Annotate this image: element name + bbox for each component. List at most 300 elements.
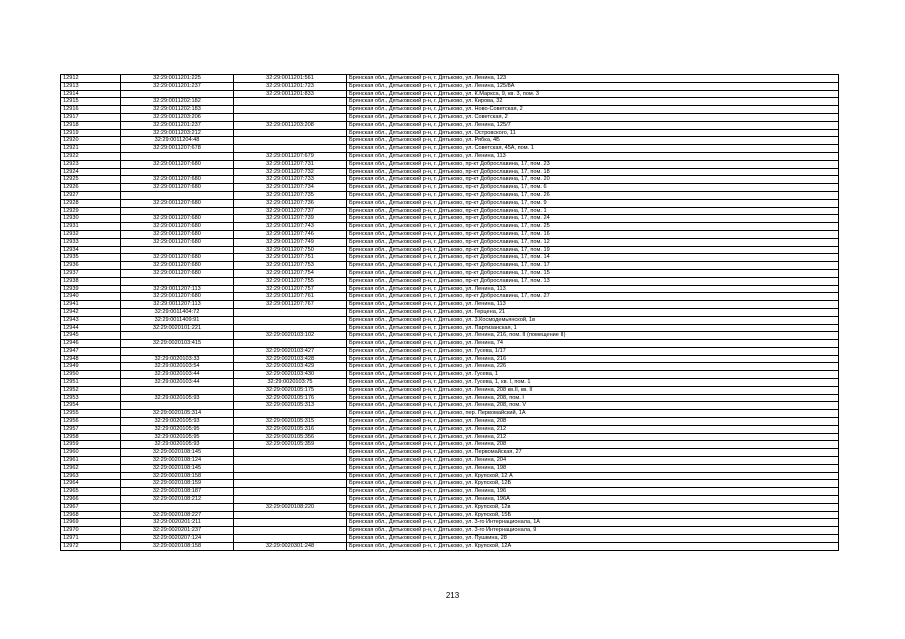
cadastral-number-cell: 32:29:0020105:93 — [121, 418, 234, 426]
table-row — [61, 137, 839, 145]
cadastral-number-cell: 32:29:0011207:680 — [121, 223, 234, 231]
row-number-cell: 12957 — [61, 425, 121, 433]
related-cadastral-number-cell: 32:29:0011207:736 — [234, 199, 347, 207]
cadastral-number-cell: 32:29:0020105:93 — [121, 394, 234, 402]
table-row — [61, 394, 839, 402]
address-cell: Брянская обл., Дятьковский р-н, г. Дятьково, пр-кт Доброславина, 17, пом. 16 — [347, 230, 839, 238]
related-cadastral-number-cell — [234, 449, 347, 457]
address-cell: Брянская обл., Дятьковский р-н, г. Дятьково, ул. Крупской, 12 А — [347, 472, 839, 480]
related-cadastral-number-cell — [234, 324, 347, 332]
table-row — [61, 472, 839, 480]
row-number-cell: 12950 — [61, 371, 121, 379]
cadastral-number-cell: 32:29:0020103:415 — [121, 340, 234, 348]
related-cadastral-number-cell: 32:29:0020105:356 — [234, 433, 347, 441]
table-row — [61, 418, 839, 426]
cadastral-number-cell: 32:29:0011202:183 — [121, 106, 234, 114]
cadastral-number-cell: 32:29:0020108:227 — [121, 511, 234, 519]
related-cadastral-number-cell: 32:29:0020103:75 — [234, 379, 347, 387]
cadastral-number-cell: 32:29:0011207:680 — [121, 238, 234, 246]
cadastral-number-cell: 32:29:0020108:159 — [121, 480, 234, 488]
address-cell: Брянская обл., Дятьковский р-н, г. Дятьково, пр-кт Доброславина, 17, пом. 18 — [347, 168, 839, 176]
table-row — [61, 386, 839, 394]
cadastral-number-cell: 32:29:0011203:212 — [121, 129, 234, 137]
row-number-cell: 12929 — [61, 207, 121, 215]
address-cell: Брянская обл., Дятьковский р-н, г. Дятьково, ул. Советская, 2 — [347, 113, 839, 121]
address-cell: Брянская обл., Дятьковский р-н, г. Дятьково, пр-кт Доброславина, 17, пом. 26 — [347, 191, 839, 199]
cadastral-number-cell: 32:29:0011207:680 — [121, 262, 234, 270]
address-cell: Брянская обл., Дятьковский р-н, г. Дятьково, ул. Кирова, 32 — [347, 98, 839, 106]
row-number-cell: 12926 — [61, 184, 121, 192]
page-number: 213 — [445, 591, 460, 600]
related-cadastral-number-cell: 32:29:0020103:427 — [234, 347, 347, 355]
related-cadastral-number-cell — [234, 308, 347, 316]
related-cadastral-number-cell — [234, 316, 347, 324]
cadastral-number-cell: 32:29:0011203:206 — [121, 113, 234, 121]
related-cadastral-number-cell: 32:29:0011207:757 — [234, 285, 347, 293]
address-cell: Брянская обл., Дятьковский р-н, г. Дятьково, пр-кт Доброславина, 17, пом. 24 — [347, 215, 839, 223]
cadastral-number-cell: 32:29:0011207:680 — [121, 184, 234, 192]
table-row — [61, 324, 839, 332]
row-number-cell: 12935 — [61, 254, 121, 262]
table-row — [61, 527, 839, 535]
address-cell: Брянская обл., Дятьковский р-н, г. Дятьково, ул. Первомайская, 27 — [347, 449, 839, 457]
address-cell: Брянская обл., Дятьковский р-н, г. Дятьково, пр-кт Доброславина, 17, пом. 20 — [347, 176, 839, 184]
table-row — [61, 176, 839, 184]
row-number-cell: 12962 — [61, 464, 121, 472]
row-number-cell: 12958 — [61, 433, 121, 441]
table-row — [61, 308, 839, 316]
row-number-cell: 12951 — [61, 379, 121, 387]
row-number-cell: 12918 — [61, 121, 121, 129]
cadastral-number-cell: 32:29:0020103:44 — [121, 371, 234, 379]
row-number-cell: 12959 — [61, 441, 121, 449]
related-cadastral-number-cell: 32:29:0011207:751 — [234, 254, 347, 262]
row-number-cell: 12931 — [61, 223, 121, 231]
row-number-cell: 12966 — [61, 496, 121, 504]
cadastral-number-cell: 32:29:0020108:158 — [121, 472, 234, 480]
address-cell: Брянская обл., Дятьковский р-н, г. Дятьково, ул. 3.Космодемьянской, 1в — [347, 316, 839, 324]
cadastral-number-cell: 32:29:0011409:91 — [121, 316, 234, 324]
table-row — [61, 199, 839, 207]
address-cell: Брянская обл., Дятьковский р-н, г. Дятьково, ул. Ленина, 196 — [347, 488, 839, 496]
table-row — [61, 168, 839, 176]
cadastral-number-cell — [121, 277, 234, 285]
address-cell: Брянская обл., Дятьковский р-н, г. Дятьково, ул. Ново-Советская, 2 — [347, 106, 839, 114]
address-cell: Брянская обл., Дятьковский р-н, г. Дятьково, ул. Ленина, 208, пом. I — [347, 394, 839, 402]
row-number-cell: 12948 — [61, 355, 121, 363]
address-cell: Брянская обл., Дятьковский р-н, г. Дятьково, ул. Ленина, 123 — [347, 75, 839, 83]
related-cadastral-number-cell: 32:29:0020108:220 — [234, 503, 347, 511]
row-number-cell: 12938 — [61, 277, 121, 285]
address-cell: Брянская обл., Дятьковский р-н, г. Дятьково, ул. Островского, 11 — [347, 129, 839, 137]
row-number-cell: 12921 — [61, 145, 121, 153]
cadastral-number-cell: 32:29:0011202:182 — [121, 98, 234, 106]
address-cell: Брянская обл., Дятьковский р-н, г. Дятьково, пр-кт Доброславина, 17, пом. 9 — [347, 199, 839, 207]
address-cell: Брянская обл., Дятьковский р-н, г. Дятьково, ул. К.Маркса, 9, кв. 3, пом. 3 — [347, 90, 839, 98]
address-cell: Брянская обл., Дятьковский р-н, г. Дятьково, ул. Советская, 45А, пом. 1 — [347, 145, 839, 153]
related-cadastral-number-cell — [234, 113, 347, 121]
row-number-cell: 12920 — [61, 137, 121, 145]
address-cell: Брянская обл., Дятьковский р-н, г. Дятьково, ул. Ленина, 113 — [347, 285, 839, 293]
row-number-cell: 12919 — [61, 129, 121, 137]
cadastral-number-cell: 32:29:0020201:211 — [121, 519, 234, 527]
related-cadastral-number-cell: 32:29:0020103:429 — [234, 363, 347, 371]
table-row — [61, 542, 839, 550]
row-number-cell: 12952 — [61, 386, 121, 394]
row-number-cell: 12972 — [61, 542, 121, 550]
table-row — [61, 254, 839, 262]
cadastral-number-cell — [121, 386, 234, 394]
table-row — [61, 410, 839, 418]
related-cadastral-number-cell: 32:29:0011201:833 — [234, 90, 347, 98]
table-row — [61, 371, 839, 379]
table-row — [61, 121, 839, 129]
cadastral-number-cell: 32:29:0011207:680 — [121, 199, 234, 207]
address-cell: Брянская обл., Дятьковский р-н, г. Дятьково, ул. Ленина, 208 — [347, 441, 839, 449]
cadastral-number-cell: 32:29:0011207:680 — [121, 160, 234, 168]
address-cell: Брянская обл., Дятьковский р-н, г. Дятьково, ул. Ленина, 125/8А — [347, 82, 839, 90]
row-number-cell: 12968 — [61, 511, 121, 519]
cadastral-number-cell: 32:29:0020207:124 — [121, 535, 234, 543]
row-number-cell: 12949 — [61, 363, 121, 371]
table-row — [61, 191, 839, 199]
cadastral-number-cell — [121, 207, 234, 215]
address-cell: Брянская обл., Дятьковский р-н, г. Дятьково, ул. Крупской, 12в — [347, 503, 839, 511]
cadastral-number-cell: 32:29:0020108:158 — [121, 542, 234, 550]
related-cadastral-number-cell: 32:29:0011207:761 — [234, 293, 347, 301]
address-cell: Брянская обл., Дятьковский р-н, г. Дятьково, ул. Крупской, 15Б — [347, 511, 839, 519]
related-cadastral-number-cell: 32:29:0011207:734 — [234, 184, 347, 192]
related-cadastral-number-cell: 32:29:0011201:561 — [234, 75, 347, 83]
table-row — [61, 230, 839, 238]
row-number-cell: 12956 — [61, 418, 121, 426]
table-row — [61, 496, 839, 504]
address-cell: Брянская обл., Дятьковский р-н, г. Дятьково, ул. 3-го Интернационала, 1А — [347, 519, 839, 527]
cadastral-number-cell: 32:29:0011207:113 — [121, 301, 234, 309]
cadastral-number-cell: 32:29:0020105:314 — [121, 410, 234, 418]
related-cadastral-number-cell: 32:29:0011207:767 — [234, 301, 347, 309]
row-number-cell: 12955 — [61, 410, 121, 418]
table-row — [61, 293, 839, 301]
cadastral-number-cell: 32:29:0011207:680 — [121, 230, 234, 238]
address-cell: Брянская обл., Дятьковский р-н, г. Дятьково, пр-кт Доброславина, 17, пом. 27 — [347, 293, 839, 301]
related-cadastral-number-cell — [234, 488, 347, 496]
cadastral-number-cell: 32:29:0011207:680 — [121, 176, 234, 184]
address-cell: Брянская обл., Дятьковский р-н, г. Дятьково, пр-кт Доброславина, 17, пом. 15 — [347, 269, 839, 277]
related-cadastral-number-cell: 32:29:0020105:316 — [234, 425, 347, 433]
cadastral-number-cell: 32:29:0011207:678 — [121, 145, 234, 153]
address-cell: Брянская обл., Дятьковский р-н, г. Дятьково, ул. Ленина, 208 кв.II, кв. II — [347, 386, 839, 394]
table-row — [61, 90, 839, 98]
cadastral-number-cell: 32:29:0011201:237 — [121, 82, 234, 90]
cadastral-number-cell: 32:29:0011207:680 — [121, 215, 234, 223]
related-cadastral-number-cell: 32:29:0011207:735 — [234, 191, 347, 199]
related-cadastral-number-cell: 32:29:0011207:749 — [234, 238, 347, 246]
address-cell: Брянская обл., Дятьковский р-н, г. Дятьково, пр-кт Доброславина, 17, пом. 1 — [347, 207, 839, 215]
table-row — [61, 464, 839, 472]
table-row — [61, 113, 839, 121]
address-cell: Брянская обл., Дятьковский р-н, г. Дятьково, ул. Ленина, 208 — [347, 418, 839, 426]
related-cadastral-number-cell: 32:29:0011207:731 — [234, 160, 347, 168]
address-cell: Брянская обл., Дятьковский р-н, г. Дятьково, ул. Рябка, 4Б — [347, 137, 839, 145]
table-row — [61, 238, 839, 246]
address-cell: Брянская обл., Дятьковский р-н, г. Дятьково, пр-кт Доброславина, 17, пом. 12 — [347, 238, 839, 246]
related-cadastral-number-cell — [234, 496, 347, 504]
table-body — [61, 75, 839, 551]
cadastral-number-cell: 32:29:0020105:93 — [121, 441, 234, 449]
related-cadastral-number-cell: 32:29:0011207:753 — [234, 262, 347, 270]
related-cadastral-number-cell — [234, 340, 347, 348]
related-cadastral-number-cell: 32:29:0011207:737 — [234, 207, 347, 215]
table-row — [61, 402, 839, 410]
address-cell: Брянская обл., Дятьковский р-н, г. Дятьково, ул. Ленина, 212 — [347, 433, 839, 441]
related-cadastral-number-cell: 32:29:0020105:176 — [234, 394, 347, 402]
cadastral-number-cell: 32:29:0020105:95 — [121, 425, 234, 433]
address-cell: Брянская обл., Дятьковский р-н, г. Дятьково, пер. Первомайский, 1А — [347, 410, 839, 418]
row-number-cell: 12943 — [61, 316, 121, 324]
related-cadastral-number-cell: 32:29:0020301:248 — [234, 542, 347, 550]
row-number-cell: 12939 — [61, 285, 121, 293]
row-number-cell: 12930 — [61, 215, 121, 223]
related-cadastral-number-cell — [234, 464, 347, 472]
table-row — [61, 262, 839, 270]
cadastral-number-cell: 32:29:0011201:237 — [121, 121, 234, 129]
table-row — [61, 503, 839, 511]
cadastral-number-cell: 32:29:0020108:145 — [121, 464, 234, 472]
table-row — [61, 223, 839, 231]
related-cadastral-number-cell — [234, 145, 347, 153]
address-cell: Брянская обл., Дятьковский р-н, г. Дятьково, ул. Гусева, 1, кв. I, пом. 1 — [347, 379, 839, 387]
cadastral-number-cell — [121, 332, 234, 340]
table-row — [61, 340, 839, 348]
related-cadastral-number-cell: 32:29:0011207:733 — [234, 176, 347, 184]
row-number-cell: 12937 — [61, 269, 121, 277]
table-row — [61, 488, 839, 496]
address-cell: Брянская обл., Дятьковский р-н, г. Дятьково, ул. 3-го Интернационала, 9 — [347, 527, 839, 535]
cadastral-number-cell: 32:29:0020108:187 — [121, 488, 234, 496]
table-row — [61, 519, 839, 527]
address-cell: Брянская обл., Дятьковский р-н, г. Дятьково, ул. Ленина, 216 — [347, 355, 839, 363]
cadastral-number-cell: 32:29:0020201:237 — [121, 527, 234, 535]
table-row — [61, 145, 839, 153]
row-number-cell: 12969 — [61, 519, 121, 527]
row-number-cell: 12967 — [61, 503, 121, 511]
cadastral-number-cell — [121, 246, 234, 254]
row-number-cell: 12928 — [61, 199, 121, 207]
related-cadastral-number-cell: 32:29:0011207:679 — [234, 152, 347, 160]
address-cell: Брянская обл., Дятьковский р-н, г. Дятьково, ул. Гусева, 1/17 — [347, 347, 839, 355]
table-row — [61, 379, 839, 387]
table-row — [61, 160, 839, 168]
address-cell: Брянская обл., Дятьковский р-н, г. Дятьково, пр-кт Доброславина, 17, пом. 17 — [347, 262, 839, 270]
cadastral-number-cell — [121, 347, 234, 355]
table-row — [61, 511, 839, 519]
related-cadastral-number-cell — [234, 519, 347, 527]
row-number-cell: 12944 — [61, 324, 121, 332]
related-cadastral-number-cell: 32:29:0011207:739 — [234, 215, 347, 223]
table-row — [61, 316, 839, 324]
address-cell: Брянская обл., Дятьковский р-н, г. Дятьково, ул. Ленина, 198 — [347, 464, 839, 472]
address-cell: Брянская обл., Дятьковский р-н, г. Дятьково, пр-кт Доброславина, 17, пом. 19 — [347, 246, 839, 254]
row-number-cell: 12963 — [61, 472, 121, 480]
row-number-cell: 12970 — [61, 527, 121, 535]
row-number-cell: 12932 — [61, 230, 121, 238]
cadastral-number-cell — [121, 191, 234, 199]
address-cell: Брянская обл., Дятьковский р-н, г. Дятьково, ул. Герцена, 21 — [347, 308, 839, 316]
address-cell: Брянская обл., Дятьковский р-н, г. Дятьково, ул. Ленина, 216, пом. II (помещение II) — [347, 332, 839, 340]
address-cell: Брянская обл., Дятьковский р-н, г. Дятьково, ул. Ленина, 208, пом. V — [347, 402, 839, 410]
address-cell: Брянская обл., Дятьковский р-н, г. Дятьково, ул. Ленина, 226 — [347, 363, 839, 371]
table-row — [61, 98, 839, 106]
address-cell: Брянская обл., Дятьковский р-н, г. Дятьково, ул. Партизанская, 1 — [347, 324, 839, 332]
related-cadastral-number-cell — [234, 106, 347, 114]
table-row — [61, 129, 839, 137]
row-number-cell: 12942 — [61, 308, 121, 316]
row-number-cell: 12934 — [61, 246, 121, 254]
row-number-cell: 12945 — [61, 332, 121, 340]
cadastral-number-cell — [121, 402, 234, 410]
row-number-cell: 12922 — [61, 152, 121, 160]
row-number-cell: 12924 — [61, 168, 121, 176]
table-row — [61, 535, 839, 543]
cadastral-number-cell: 32:29:0020108:124 — [121, 457, 234, 465]
related-cadastral-number-cell: 32:29:0020105:315 — [234, 418, 347, 426]
related-cadastral-number-cell: 32:29:0011201:723 — [234, 82, 347, 90]
table-row — [61, 425, 839, 433]
related-cadastral-number-cell: 32:29:0011207:732 — [234, 168, 347, 176]
row-number-cell: 12923 — [61, 160, 121, 168]
address-cell: Брянская обл., Дятьковский р-н, г. Дятьково, ул. Ленина, 113 — [347, 152, 839, 160]
address-cell: Брянская обл., Дятьковский р-н, г. Дятьково, ул. Крупской, 12Б — [347, 480, 839, 488]
row-number-cell: 12946 — [61, 340, 121, 348]
address-cell: Брянская обл., Дятьковский р-н, г. Дятьково, пр-кт Доброславина, 17, пом. 14 — [347, 254, 839, 262]
row-number-cell: 12915 — [61, 98, 121, 106]
cadastral-number-cell: 32:29:0020108:212 — [121, 496, 234, 504]
cadastral-number-cell — [121, 90, 234, 98]
cadastral-number-cell: 32:29:0020101:221 — [121, 324, 234, 332]
address-cell: Брянская обл., Дятьковский р-н, г. Дятьково, ул. Ленина, 204 — [347, 457, 839, 465]
table-row — [61, 246, 839, 254]
table-row — [61, 215, 839, 223]
cadastral-number-cell: 32:29:0011201:225 — [121, 75, 234, 83]
row-number-cell: 12964 — [61, 480, 121, 488]
related-cadastral-number-cell: 32:29:0020103:430 — [234, 371, 347, 379]
related-cadastral-number-cell — [234, 472, 347, 480]
address-cell: Брянская обл., Дятьковский р-н, г. Дятьково, пр-кт Доброславина, 17, пом. 6 — [347, 184, 839, 192]
address-cell: Брянская обл., Дятьковский р-н, г. Дятьково, ул. Ленина, 74 — [347, 340, 839, 348]
cadastral-number-cell: 32:29:0011207:680 — [121, 254, 234, 262]
row-number-cell: 12927 — [61, 191, 121, 199]
table-row — [61, 480, 839, 488]
cadastral-number-cell — [121, 503, 234, 511]
row-number-cell: 12953 — [61, 394, 121, 402]
address-cell: Брянская обл., Дятьковский р-н, г. Дятьково, пр-кт Доброславина, 17, пом. 13 — [347, 277, 839, 285]
related-cadastral-number-cell: 32:29:0011207:746 — [234, 230, 347, 238]
address-cell: Брянская обл., Дятьковский р-н, г. Дятьково, ул. Ленина, 212 — [347, 425, 839, 433]
cadastral-number-cell: 32:29:0020103:44 — [121, 379, 234, 387]
cadastral-number-cell: 32:29:0011207:680 — [121, 293, 234, 301]
related-cadastral-number-cell: 32:29:0011203:208 — [234, 121, 347, 129]
row-number-cell: 12912 — [61, 75, 121, 83]
related-cadastral-number-cell — [234, 480, 347, 488]
row-number-cell: 12916 — [61, 106, 121, 114]
related-cadastral-number-cell: 32:29:0020105:313 — [234, 402, 347, 410]
table-row — [61, 106, 839, 114]
table-row — [61, 355, 839, 363]
row-number-cell: 12954 — [61, 402, 121, 410]
table-row — [61, 332, 839, 340]
table-row — [61, 82, 839, 90]
row-number-cell: 12961 — [61, 457, 121, 465]
related-cadastral-number-cell: 32:29:0020105:175 — [234, 386, 347, 394]
table-row — [61, 449, 839, 457]
table-row — [61, 363, 839, 371]
table-row — [61, 152, 839, 160]
address-cell: Брянская обл., Дятьковский р-н, г. Дятьково, ул. Крупской, 12А — [347, 542, 839, 550]
address-cell: Брянская обл., Дятьковский р-н, г. Дятьково, пр-кт Доброславина, 17, пом. 23 — [347, 160, 839, 168]
cadastral-number-cell — [121, 152, 234, 160]
address-cell: Брянская обл., Дятьковский р-н, г. Дятьково, ул. Гусева, 1 — [347, 371, 839, 379]
row-number-cell: 12917 — [61, 113, 121, 121]
row-number-cell: 12936 — [61, 262, 121, 270]
address-cell: Брянская обл., Дятьковский р-н, г. Дятьково, ул. Ленина, 196А — [347, 496, 839, 504]
address-cell: Брянская обл., Дятьковский р-н, г. Дятьково, ул. Ленина, 125/7 — [347, 121, 839, 129]
address-cell: Брянская обл., Дятьковский р-н, г. Дятьково, ул. Пушкина, 28 — [347, 535, 839, 543]
related-cadastral-number-cell: 32:29:0011207:755 — [234, 277, 347, 285]
related-cadastral-number-cell — [234, 527, 347, 535]
cadastral-number-cell: 32:29:0011204:48 — [121, 137, 234, 145]
related-cadastral-number-cell: 32:29:0020103:102 — [234, 332, 347, 340]
related-cadastral-number-cell: 32:29:0020105:359 — [234, 441, 347, 449]
related-cadastral-number-cell — [234, 98, 347, 106]
related-cadastral-number-cell: 32:29:0011207:754 — [234, 269, 347, 277]
row-number-cell: 12947 — [61, 347, 121, 355]
related-cadastral-number-cell — [234, 511, 347, 519]
cadastral-number-cell: 32:29:0020105:95 — [121, 433, 234, 441]
cadastral-number-cell: 32:29:0011207:680 — [121, 269, 234, 277]
related-cadastral-number-cell — [234, 410, 347, 418]
table-row — [61, 285, 839, 293]
cadastral-number-cell: 32:29:0020108:145 — [121, 449, 234, 457]
table-row — [61, 441, 839, 449]
row-number-cell: 12971 — [61, 535, 121, 543]
row-number-cell: 12941 — [61, 301, 121, 309]
related-cadastral-number-cell — [234, 129, 347, 137]
cadastral-number-cell — [121, 168, 234, 176]
table-row — [61, 269, 839, 277]
address-cell: Брянская обл., Дятьковский р-н, г. Дятьково, ул. Ленина, 113 — [347, 301, 839, 309]
document-table — [60, 74, 839, 551]
table-row — [61, 184, 839, 192]
related-cadastral-number-cell: 32:29:0011207:750 — [234, 246, 347, 254]
cadastral-number-cell: 32:29:0020103:33 — [121, 355, 234, 363]
address-cell: Брянская обл., Дятьковский р-н, г. Дятьково, пр-кт Доброславина, 17, пом. 25 — [347, 223, 839, 231]
cadastral-number-cell: 32:29:0011404:72 — [121, 308, 234, 316]
related-cadastral-number-cell: 32:29:0020103:428 — [234, 355, 347, 363]
row-number-cell: 12965 — [61, 488, 121, 496]
row-number-cell: 12925 — [61, 176, 121, 184]
row-number-cell: 12940 — [61, 293, 121, 301]
table-row — [61, 433, 839, 441]
row-number-cell: 12914 — [61, 90, 121, 98]
related-cadastral-number-cell: 32:29:0011207:743 — [234, 223, 347, 231]
table-row — [61, 277, 839, 285]
row-number-cell: 12960 — [61, 449, 121, 457]
related-cadastral-number-cell — [234, 137, 347, 145]
related-cadastral-number-cell — [234, 535, 347, 543]
table-row — [61, 75, 839, 83]
cadastral-number-cell: 32:29:0020103:54 — [121, 363, 234, 371]
